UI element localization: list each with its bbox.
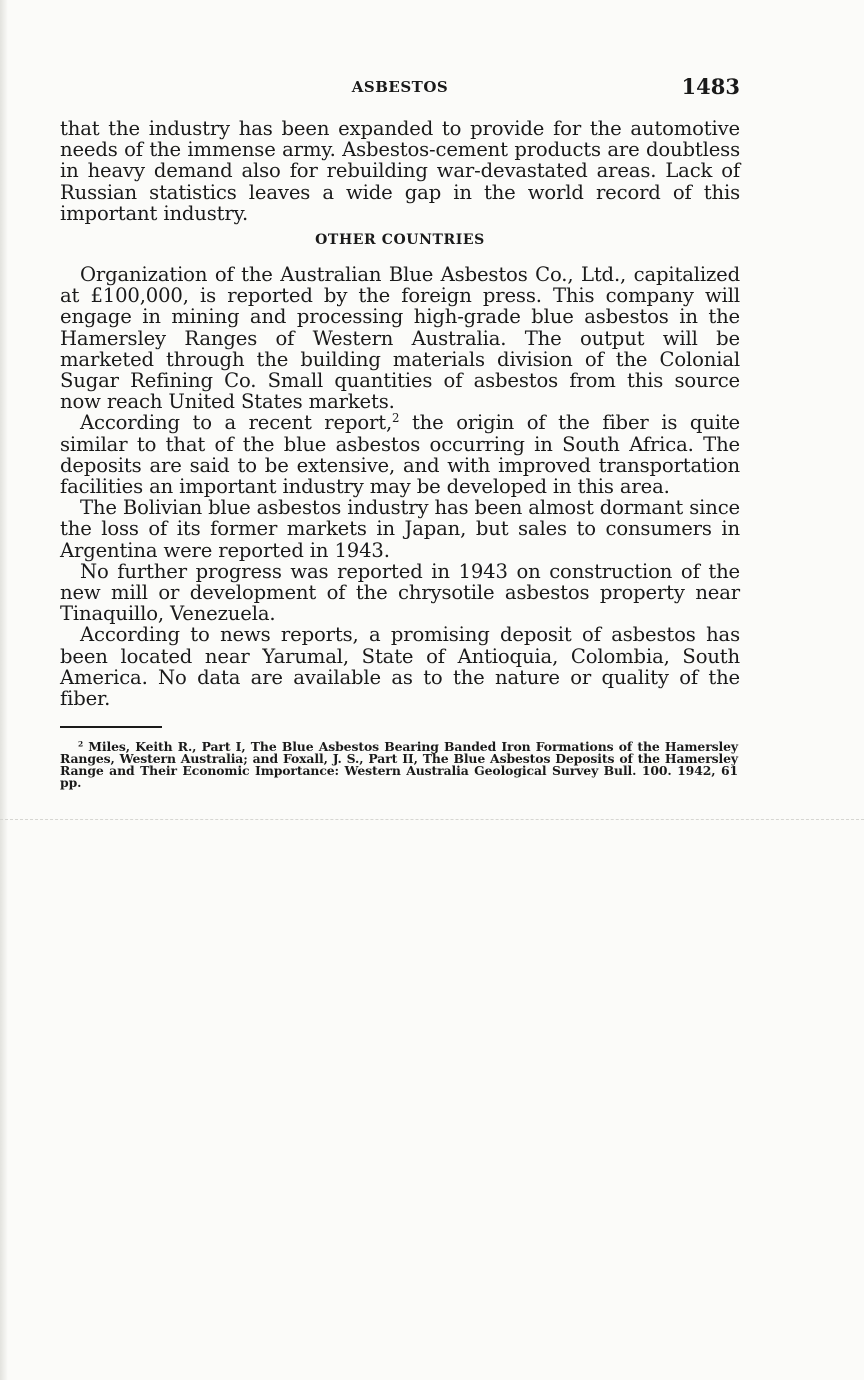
paragraph-text-before-reference: According to a recent report, [80, 411, 393, 435]
paragraph-colombia: According to news reports, a promising deposit of asbestos has been located near Yarumal, State of Antioquia, Colombia, South America. No data are available as to the nature or quality of the fiber. [60, 623, 740, 711]
paragraph-bolivia: The Bolivian blue asbestos industry has been almost dormant since the loss of its former markets in Japan, but sales to consumers in Argentina were reported in 1943. [60, 496, 740, 562]
scan-edge-shadow [0, 0, 8, 1380]
paragraph-venezuela: No further progress was reported in 1943 on construction of the new mill or development of the chrysotile asbestos property near Tinaquillo, Venezuela. [60, 559, 740, 626]
footnote [60, 741, 738, 789]
footnote-divider [60, 726, 162, 728]
running-title: ASBESTOS [351, 78, 449, 96]
section-heading: OTHER COUNTRIES [315, 232, 485, 249]
continued-paragraph: that the industry has been expanded to provide for the automotive needs of the immense army. Asbestos-cement products are doubtless in heavy demand also for rebuilding war-devastated areas. Lack of Russian statistics leaves a wide gap in the world record of this important industry. [60, 117, 740, 225]
footnote-marker: 2 [78, 739, 84, 749]
running-header [60, 74, 740, 102]
body-text [60, 118, 740, 709]
page-number: 1483 [681, 74, 740, 99]
scan-fold-line [0, 819, 864, 820]
paragraph-text-after-reference: the origin of the fiber is quite similar to that of the blue asbestos occurring in South Africa. The deposits are said to be extensive, and with improved transportation facilities an important industry may be developed in this area. [60, 411, 740, 499]
footnote-reference: 2 [392, 411, 400, 426]
paragraph-blue-asbestos-origin [60, 412, 740, 497]
paragraph-australia: Organization of the Australian Blue Asbestos Co., Ltd., capitalized at £100,000, is reported by the foreign press. This company will engage in mining and processing high-grade blue asbestos in the Hamersley Ranges of Western Australia. The output will be marketed through the building materials division of the Colonial Sugar Refining Co. Small quantities of asbestos from this source now reach United States markets. [60, 263, 740, 414]
footnote-text: Miles, Keith R., Part I, The Blue Asbestos Bearing Banded Iron Formations of the Hamersley Ranges, Western Australia; and Foxall, J. S., Part II, The Blue Asbestos Deposits of the Hamersley Range and Their Economic Importance: Western Australia Geological Survey Bull. 100. 1942, 61 pp. [60, 739, 738, 790]
